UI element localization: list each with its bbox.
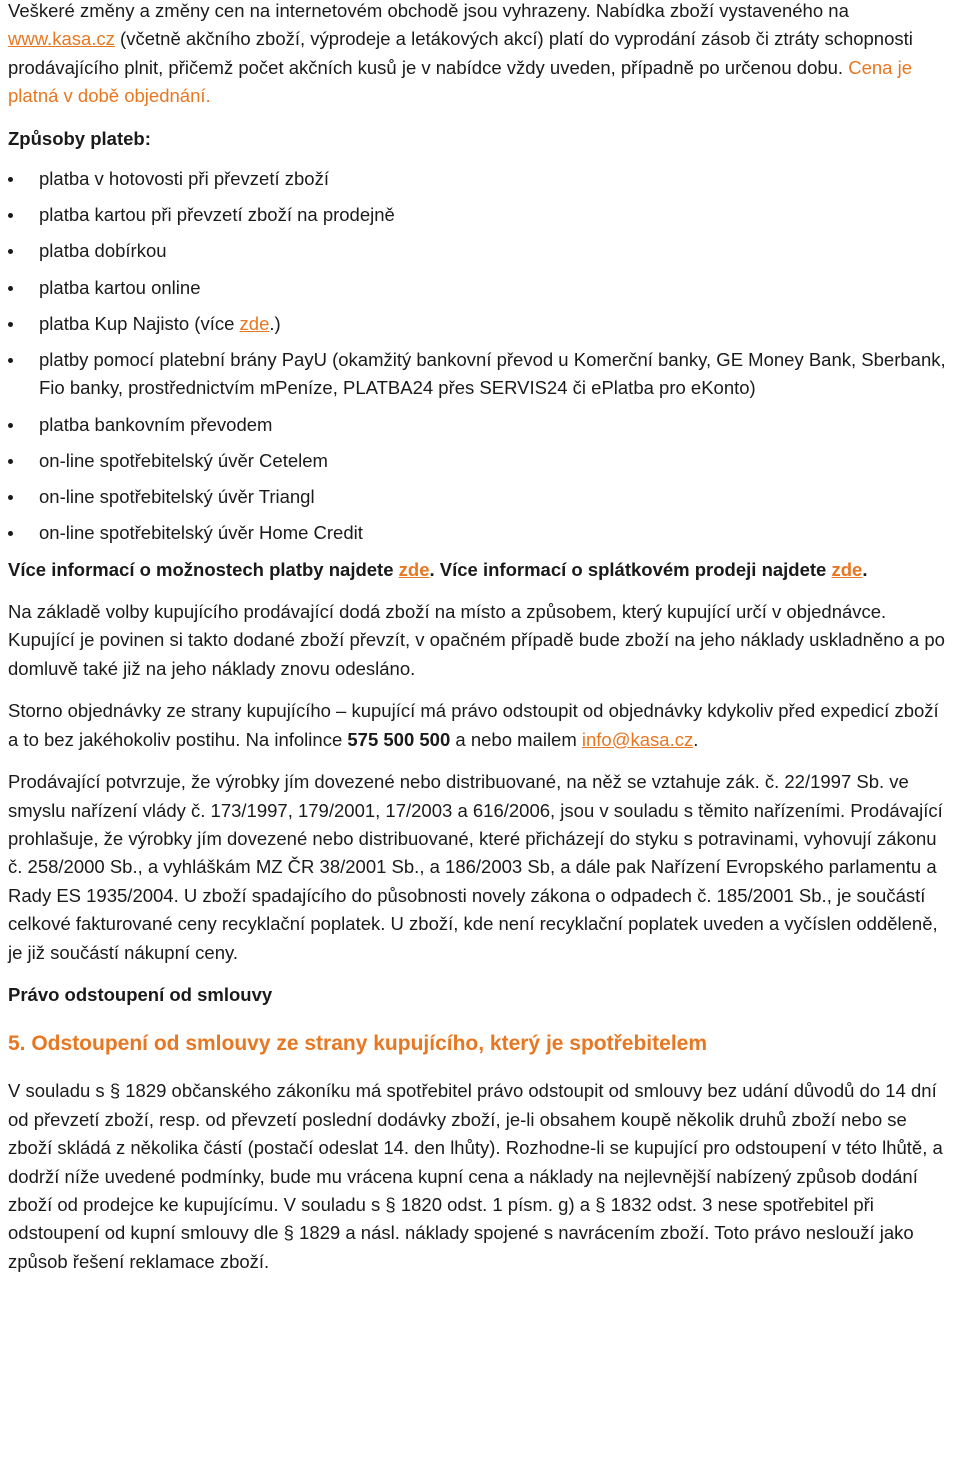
list-item [8, 165, 952, 193]
storno-text: Storno objednávky ze strany kupujícího – kupující má právo odstoupit od objednávky kdykoliv před expedicí zboží a to bez jakéhokoliv postihu. Na infolince [8, 700, 939, 750]
list-item-text: platba kartou online [39, 276, 201, 298]
list-item [8, 274, 952, 302]
list-item-text: platba Kup Najisto (více [39, 312, 240, 334]
list-item [8, 346, 952, 403]
list-item-text: on-line spotřebitelský úvěr Home Credit [39, 522, 363, 544]
kup-najisto-link[interactable]: zde [239, 312, 270, 334]
site-link[interactable]: www.kasa.cz [8, 28, 115, 50]
bullet-icon [8, 177, 13, 182]
payment-methods-list [8, 165, 952, 548]
list-item-text: platba v hotovosti při převzetí zboží [39, 168, 329, 190]
withdrawal-paragraph: V souladu s § 1829 občanského zákoníku má spotřebitel právo odstoupit od smlouvy bez udání důvodů do 14 dní od převzetí zboží, resp. od převzetí poslední dodávky zboží, je-li obsahem koupě několik druhů zboží nebo se zboží skládá z několika částí (postačí odeslat 14. den lhůty). Rozhodne-li se kupující pro odstoupení v této lhůtě, a dodrží níže uvedené podmínky, bude mu vrácena kupní cena a náklady na nejlevnější nabízený způsob dodání zboží od prodejce ke kupujícímu. V souladu s § 1820 odst. 1 písm. g) a § 1832 odst. 3 nese spotřebitel při odstoupení od kupní smlouvy dle § 1829 a násl. náklady spojené s navrácením zboží. Toto právo neslouží jako způsob řešení reklamace zboží. [8, 1080, 943, 1272]
list-item [8, 201, 952, 229]
storno-paragraph [8, 697, 952, 754]
storno-text-2: a nebo mailem [450, 728, 582, 750]
list-item-text: platba bankovním převodem [39, 413, 273, 435]
more-info-paragraph [8, 556, 952, 584]
list-item [8, 519, 952, 547]
payments-heading: Způsoby plateb: [8, 127, 151, 149]
list-item-text-after: .) [269, 312, 281, 334]
list-item [8, 411, 952, 439]
section-title: 5. Odstoupení od smlouvy ze strany kupujícího, který je spotřebitelem [8, 1032, 707, 1056]
bullet-icon [8, 286, 13, 291]
bullet-icon [8, 423, 13, 428]
payment-info-link[interactable]: zde [398, 558, 430, 580]
storno-text-3: . [693, 728, 699, 750]
compliance-paragraph: Prodávající potvrzuje, že výrobky jím dovezené nebo distribuované, na něž se vztahuje zák. č. 22/1997 Sb. ve smyslu nařízení vlády č. 173/1997, 179/2001, 17/2003 a 616/2006, jsou v souladu s těmito nařízeními. Prodávající prohlašuje, že výrobky jím dovezené nebo distribuované, které přicházejí do styku s potravinami, vyhovují zákonu č. 258/2000 Sb., a vyhláškám MZ ČR 38/2001 Sb., a 186/2003 Sb, a dále pak Nařízení Evropského parlamentu a Rady ES 1935/2004. U zboží spadajícího do působnosti novely zákona o odpadech č. 185/2001 Sb., je součástí celkové fakturované ceny recyklační poplatek. U zboží, kde není recyklační poplatek uveden a vyčíslen odděleně, je již součástí nákupní ceny. [8, 771, 943, 963]
price-note: Cena je platná v době objednání. [8, 56, 912, 107]
bullet-icon [8, 358, 13, 363]
intro-text: Veškeré změny a změny cen na internetovém obchodě jsou vyhrazeny. Nabídka zboží vystaveného na [8, 0, 849, 21]
list-item-text: on-line spotřebitelský úvěr Triangl [39, 486, 315, 508]
installment-info-link[interactable]: zde [831, 558, 863, 580]
list-item-text: platby pomocí platební brány PayU (okamžitý bankovní převod u Komerční banky, GE Money Bank, Sberbank, Fio banky, prostřednictvím mPeníze, PLATBA24 přes SERVIS24 či ePlatba pro eKonto) [39, 349, 946, 399]
bullet-icon [8, 531, 13, 536]
withdrawal-heading: Právo odstoupení od smlouvy [8, 983, 273, 1005]
bullet-icon [8, 459, 13, 464]
bullet-icon [8, 213, 13, 218]
bullet-icon [8, 322, 13, 327]
more-info-text-3: . [862, 558, 868, 580]
delivery-paragraph: Na základě volby kupujícího prodávající dodá zboží na místo a způsobem, který kupující určí v objednávce. Kupující je povinen si takto dodané zboží převzít, v opačném případě bude zboží na jeho náklady uskladněno a po domluvě také již na jeho náklady znovu odesláno. [8, 601, 945, 679]
list-item-text: platba kartou při převzetí zboží na prodejně [39, 204, 395, 226]
list-item-text: platba dobírkou [39, 240, 167, 262]
bullet-icon [8, 249, 13, 254]
phone-number: 575 500 500 [347, 728, 451, 750]
list-item-text: on-line spotřebitelský úvěr Cetelem [39, 449, 328, 471]
more-info-text-2: . Více informací o splátkovém prodeji najdete [429, 558, 832, 580]
bullet-icon [8, 495, 13, 500]
more-info-text: Více informací o možnostech platby najdete [8, 558, 399, 580]
list-item [8, 483, 952, 511]
intro-text-continued: (včetně akčního zboží, výprodeje a letákových akcí) platí do vyprodání zásob či ztráty schopnosti prodávajícího plnit, přičemž počet akčních kusů je v nabídce vždy uveden, případně po určenou dobu. [8, 28, 913, 78]
list-item [8, 237, 952, 265]
list-item [8, 310, 952, 338]
intro-paragraph [8, 0, 952, 111]
email-link[interactable]: info@kasa.cz [581, 728, 694, 750]
list-item [8, 447, 952, 475]
